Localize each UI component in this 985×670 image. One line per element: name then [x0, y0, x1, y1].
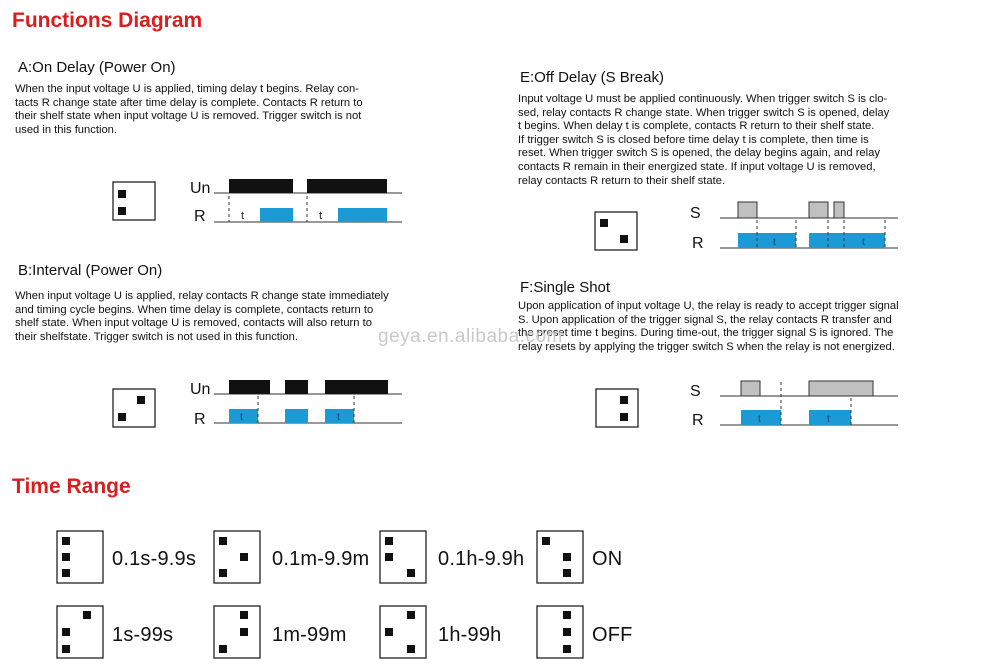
- function-b-line: shelf state. When input voltage U is removed, contacts will also return to: [15, 317, 372, 330]
- dip-switch-pad: [542, 537, 550, 545]
- function-f-line: the preset time t begins. During time-out, the trigger signal S is ignored. The: [518, 327, 894, 340]
- function-b-timing-chart: [190, 380, 402, 428]
- dip-switch-1h-99h: [380, 606, 426, 658]
- time-range-label-1h-99h: 1h-99h: [438, 624, 502, 646]
- dip-switch-pad: [620, 413, 628, 421]
- dip-switch-pad: [563, 611, 571, 619]
- function-e-dip-switch: [595, 212, 637, 250]
- s-trigger-pulse: [834, 202, 844, 218]
- function-e-line: contacts R remain in their energized state. If input voltage U is removed,: [518, 160, 876, 173]
- function-f-line: Upon application of input voltage U, the relay is ready to accept trigger signal: [518, 300, 899, 312]
- dip-switch-pad: [407, 611, 415, 619]
- function-a-dip-switch: [113, 182, 155, 220]
- function-e-line: sed, relay contacts R change state. When trigger switch S is opened, delay: [518, 106, 890, 119]
- function-e-line: relay contacts R return to their shelf state.: [518, 174, 726, 187]
- r-relay-pulse: [809, 410, 851, 425]
- dip-switch-pad: [563, 628, 571, 636]
- dip-switch-frame: [596, 389, 638, 427]
- signal-label-r: R: [692, 412, 704, 429]
- r-relay-pulse: [338, 208, 387, 222]
- s-trigger-pulse: [738, 202, 757, 218]
- dip-switch-pad: [62, 569, 70, 577]
- signal-label-r: R: [194, 208, 206, 225]
- time-range-label-on: ON: [592, 548, 623, 570]
- function-e-title: E:Off Delay (S Break): [520, 69, 664, 86]
- time-range-label-1s-99s: 1s-99s: [112, 624, 174, 646]
- time-range-label-0-1s-9-9s: 0.1s-9.9s: [112, 548, 197, 570]
- s-trigger-pulse: [809, 381, 873, 396]
- un-power-pulse: [307, 179, 387, 193]
- function-e-line: Input voltage U must be applied continuously. When trigger switch S is clo-: [518, 93, 888, 105]
- function-f-title: F:Single Shot: [520, 279, 611, 296]
- signal-label-r: R: [692, 235, 704, 252]
- dip-switch-pad: [118, 207, 126, 215]
- function-b-line: and timing cycle begins. When time delay is complete, contacts return to: [15, 303, 374, 316]
- un-power-pulse: [325, 380, 388, 394]
- function-f-line: S. Upon application of the trigger signal S, the relay contacts R transfer and: [518, 313, 892, 326]
- time-range-label-off: OFF: [592, 624, 633, 646]
- signal-label-un: Un: [190, 180, 211, 197]
- r-relay-pulse: [229, 409, 258, 423]
- signal-label-s: S: [690, 205, 701, 222]
- un-power-pulse: [285, 380, 308, 394]
- r-relay-pulse: [738, 233, 796, 248]
- dip-switch-pad: [385, 537, 393, 545]
- time-range-label-1m-99m: 1m-99m: [272, 624, 347, 646]
- dip-switch-pad: [62, 645, 70, 653]
- function-a-title: A:On Delay (Power On): [18, 59, 176, 76]
- time-range-label-0-1h-9-9h: 0.1h-9.9h: [438, 548, 525, 570]
- function-e-line: reset. When trigger switch S is opened, the delay begins again, and relay: [518, 147, 880, 160]
- dip-switch-pad: [620, 235, 628, 243]
- r-relay-pulse: [741, 410, 781, 425]
- dip-switch-1s-99s: [57, 606, 103, 658]
- dip-switch-pad: [600, 219, 608, 227]
- function-a-timing-chart: [190, 179, 402, 225]
- dip-switch-pad: [219, 645, 227, 653]
- r-relay-pulse: [260, 208, 293, 222]
- function-b-dip-switch: [113, 389, 155, 427]
- function-e-line: If trigger switch S is closed before time delay t is complete, then time is: [518, 133, 869, 146]
- time-range-title: Time Range: [12, 475, 131, 498]
- dip-switch-pad: [62, 537, 70, 545]
- signal-label-r: R: [194, 411, 206, 428]
- s-trigger-pulse: [741, 381, 760, 396]
- function-e-line: t begins. When delay t is complete, contacts R return to their shelf state.: [518, 120, 875, 133]
- dip-switch-pad: [407, 569, 415, 577]
- function-a-line: When the input voltage U is applied, timing delay t begins. Relay con-: [15, 83, 359, 95]
- time-label-t: t: [319, 210, 323, 222]
- function-a-line: tacts R change state after time delay is complete. Contacts R return to: [15, 96, 363, 109]
- dip-switch-pad: [407, 645, 415, 653]
- un-power-pulse: [229, 179, 293, 193]
- dip-switch-pad: [62, 628, 70, 636]
- dip-switch-pad: [118, 413, 126, 421]
- time-label-t: t: [827, 414, 830, 425]
- signal-label-un: Un: [190, 381, 211, 398]
- dip-switch-frame: [113, 389, 155, 427]
- function-e-timing-chart: [690, 202, 898, 252]
- watermark: geya.en.alibaba.com: [378, 326, 563, 347]
- dip-switch-1m-99m: [214, 606, 260, 658]
- dip-switch-frame: [595, 212, 637, 250]
- dip-switch-pad: [385, 628, 393, 636]
- function-f-dip-switch: [596, 389, 638, 427]
- dip-switch-0-1h-9-9h: [380, 531, 426, 583]
- dip-switch-0-1s-9-9s: [57, 531, 103, 583]
- dip-switch-pad: [563, 645, 571, 653]
- dip-switch-pad: [563, 553, 571, 561]
- time-label-t: t: [240, 412, 243, 423]
- dip-switch-off: [537, 606, 583, 658]
- function-b-line: When input voltage U is applied, relay contacts R change state immediately: [15, 290, 389, 302]
- dip-switch-pad: [62, 553, 70, 561]
- dip-switch-pad: [563, 569, 571, 577]
- dip-switch-pad: [620, 396, 628, 404]
- function-b-line: their shelfstate. Trigger switch is not used in this function.: [15, 330, 298, 343]
- time-range-label-0-1m-9-9m: 0.1m-9.9m: [272, 548, 370, 570]
- function-f-line: relay resets by applying the trigger switch S when the relay is not energized.: [518, 340, 895, 353]
- r-relay-pulse: [285, 409, 308, 423]
- function-a-line: used in this function.: [15, 123, 117, 136]
- dip-switch-pad: [219, 537, 227, 545]
- function-a-line: their shelf state when input voltage U is removed. Trigger switch is not: [15, 110, 362, 123]
- time-label-t: t: [758, 414, 761, 425]
- dip-switch-on: [537, 531, 583, 583]
- dip-switch-pad: [385, 553, 393, 561]
- signal-label-s: S: [690, 383, 701, 400]
- function-b-title: B:Interval (Power On): [18, 262, 163, 279]
- dip-switch-pad: [118, 190, 126, 198]
- function-f-timing-chart: [690, 381, 898, 429]
- dip-switch-pad: [240, 628, 248, 636]
- dip-switch-0-1m-9-9m: [214, 531, 260, 583]
- dip-switch-pad: [83, 611, 91, 619]
- time-label-t: t: [241, 210, 245, 222]
- dip-switch-pad: [137, 396, 145, 404]
- time-label-t: t: [862, 237, 865, 248]
- functions-diagram-title: Functions Diagram: [12, 9, 203, 32]
- dip-switch-frame: [537, 606, 583, 658]
- dip-switch-pad: [240, 553, 248, 561]
- dip-switch-pad: [240, 611, 248, 619]
- time-label-t: t: [337, 412, 340, 423]
- r-relay-pulse: [809, 233, 885, 248]
- dip-switch-pad: [219, 569, 227, 577]
- s-trigger-pulse: [809, 202, 828, 218]
- time-label-t: t: [773, 237, 776, 248]
- un-power-pulse: [229, 380, 270, 394]
